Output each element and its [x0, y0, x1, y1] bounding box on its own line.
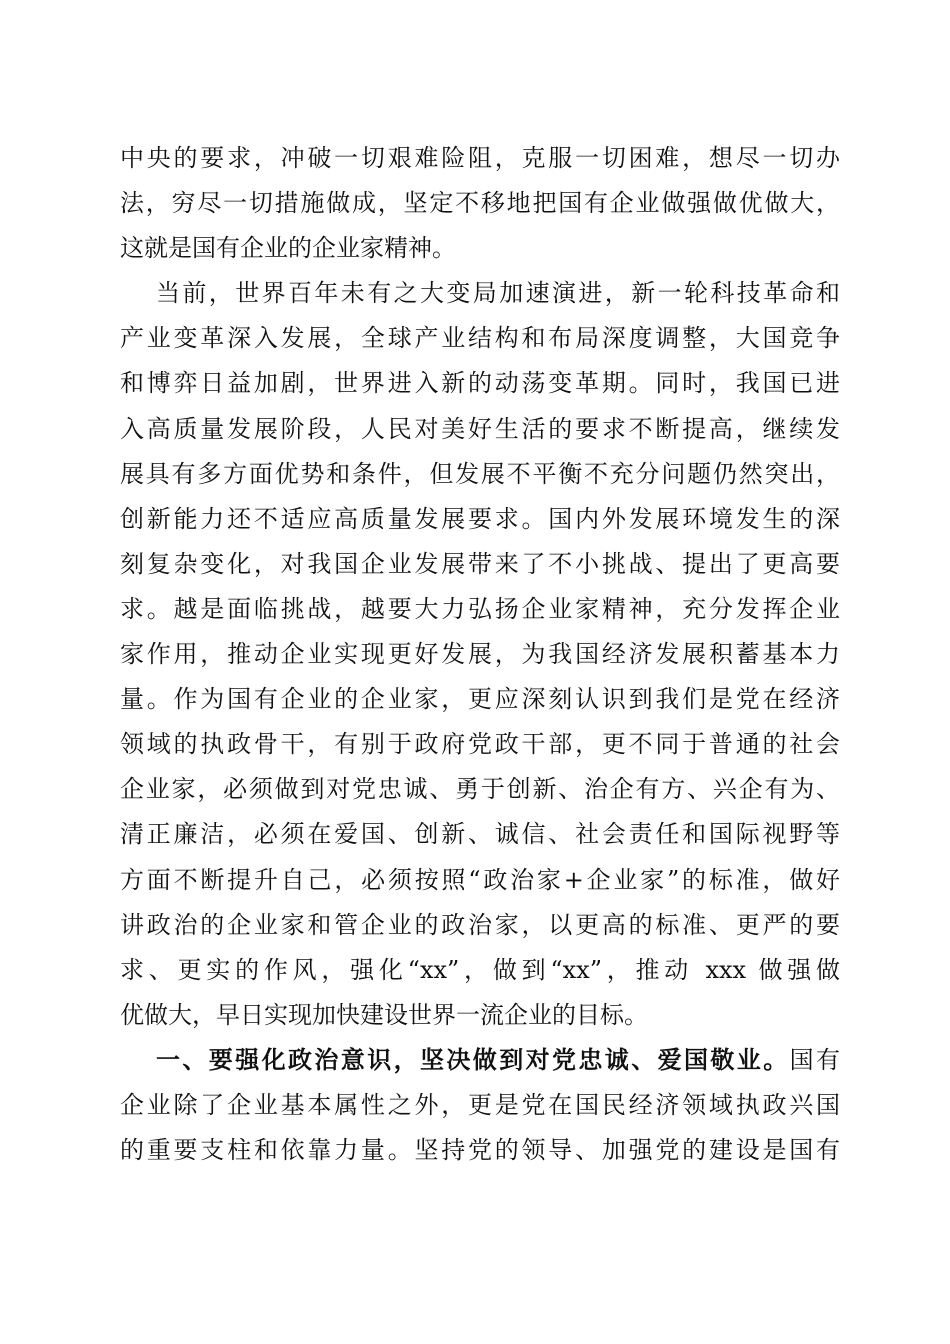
paragraph-2-line-12: 企业家，必须做到对党忠诚、勇于创新、治企有方、兴企有为、 [120, 775, 840, 804]
paragraph-2-line-1: 当前，世界百年未有之大变局加速演进，新一轮科技革命和 [156, 279, 840, 308]
paragraph-3-line-1 [120, 1038, 840, 1083]
paragraph-2-line-11: 领域的执政骨干，有别于政府党政干部，更不同于普通的社会 [120, 730, 840, 759]
paragraph-2-line-9: 家作用，推动企业实现更好发展，为我国经济发展积蓄基本力 [120, 640, 840, 669]
paragraph-2-line-6: 创新能力还不适应高质量发展要求。国内外发展环境发生的深 [120, 504, 840, 533]
paragraph-2-line-14: 方面不断提升自己，必须按照“政治家+企业家”的标准，做好 [120, 865, 840, 894]
paragraph-2-line-2: 产业变革深入发展，全球产业结构和布局深度调整，大国竞争 [120, 324, 840, 353]
paragraph-2-line-10: 量。作为国有企业的企业家，更应深刻认识到我们是党在经济 [120, 685, 840, 714]
paragraph-2-line-17: 优做大，早日实现加快建设世界一流企业的目标。 [120, 1000, 648, 1029]
paragraph-3-line-2: 企业除了企业基本属性之外，更是党在国民经济领域执政兴国 [120, 1090, 840, 1119]
paragraph-2-line-4: 入高质量发展阶段，人民对美好生活的要求不断提高，继续发 [120, 414, 840, 443]
paragraph-1-line-2: 法，穷尽一切措施做成，坚定不移地把国有企业做强做优做大， [120, 189, 840, 218]
paragraph-2-line-5: 展具有多方面优势和条件，但发展不平衡不充分问题仍然突出， [120, 459, 840, 488]
paragraph-1-line-3: 这就是国有企业的企业家精神。 [120, 234, 456, 263]
paragraph-2-line-15: 讲政治的企业家和管企业的政治家，以更高的标准、更严的要 [120, 910, 840, 939]
paragraph-2-line-3: 和博弈日益加剧，世界进入新的动荡变革期。同时，我国已进 [120, 369, 840, 398]
document-body [120, 136, 840, 1173]
section-heading-1: 一、要强化政治意识，坚决做到对党忠诚、爱国敬业。 [156, 1045, 790, 1074]
paragraph-2-line-13: 清正廉洁，必须在爱国、创新、诚信、社会责任和国际视野等 [120, 820, 840, 849]
paragraph-3-line-1-tail: 国有 [789, 1045, 841, 1074]
paragraph-1-line-1: 中央的要求，冲破一切艰难险阻，克服一切困难，想尽一切办 [120, 144, 840, 172]
paragraph-2-line-16: 求、更实的作风，强化“xx”，做到“xx”，推动 xxx 做强做 [120, 955, 840, 984]
paragraph-3-line-3: 的重要支柱和依靠力量。坚持党的领导、加强党的建设是国有 [120, 1136, 840, 1165]
paragraph-2-line-8: 求。越是面临挑战，越要大力弘扬企业家精神，充分发挥企业 [120, 594, 840, 623]
paragraph-2-line-7: 刻复杂变化，对我国企业发展带来了不小挑战、提出了更高要 [120, 549, 840, 578]
